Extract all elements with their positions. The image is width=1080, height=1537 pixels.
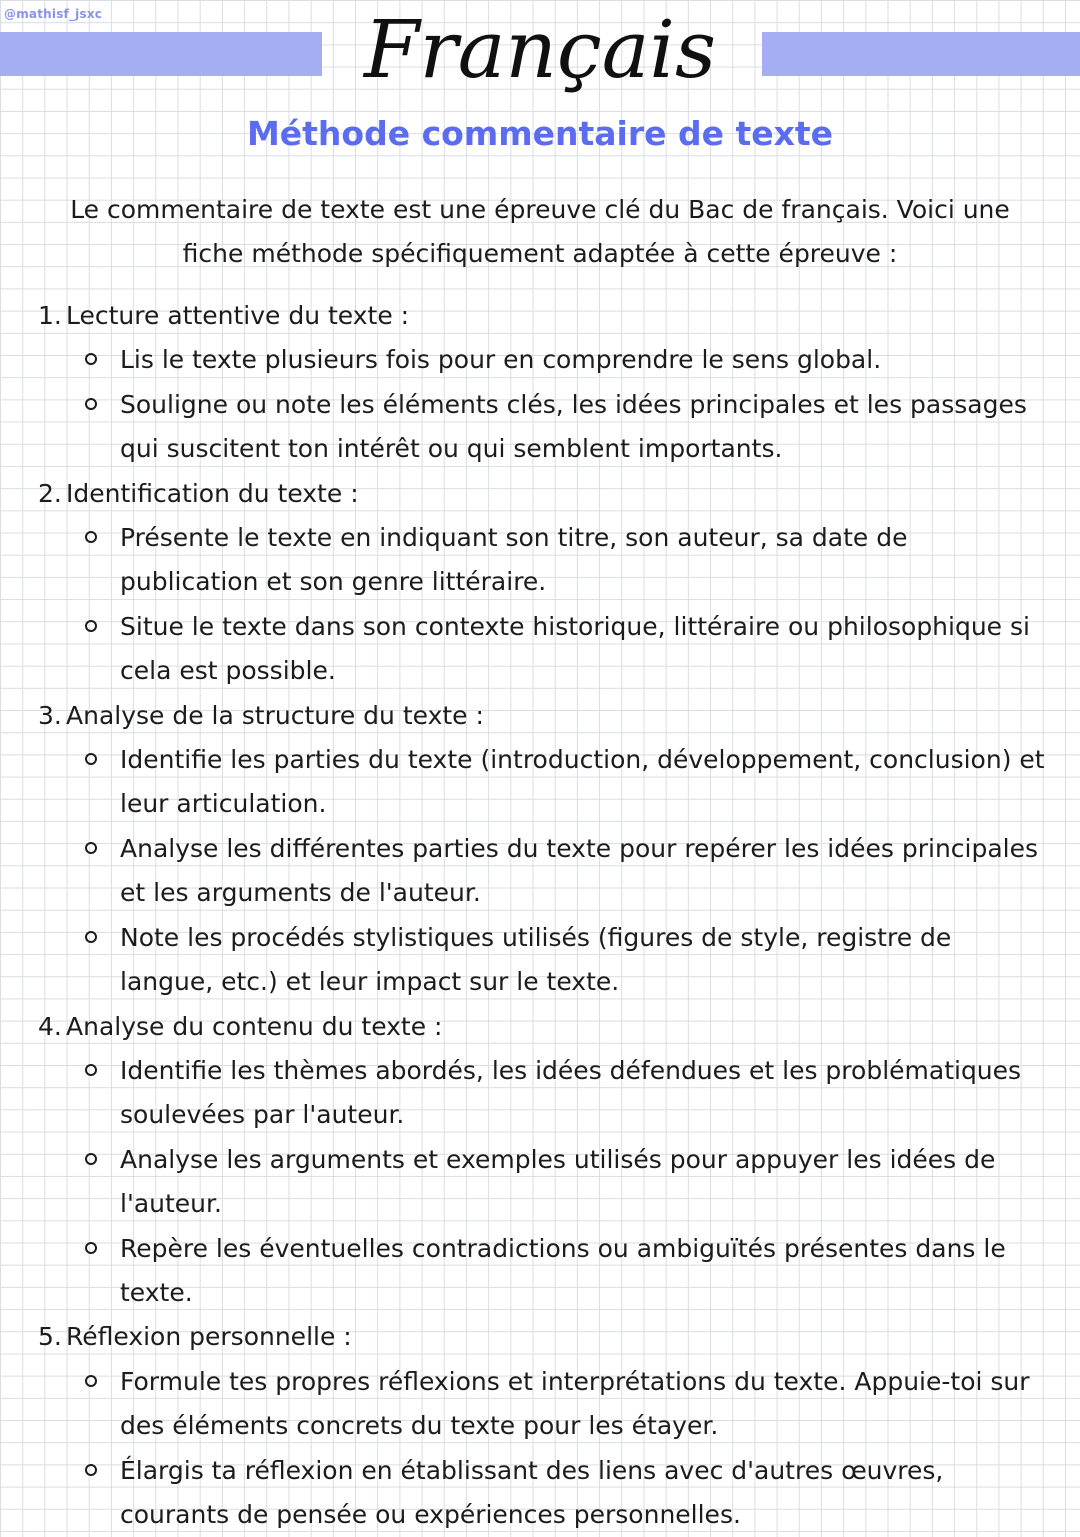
bullet-icon	[85, 1242, 97, 1254]
section-identification	[38, 472, 1048, 694]
section-title	[38, 294, 1048, 338]
bullet-list	[38, 1360, 1048, 1537]
list-item-text: Présente le texte en indiquant son titre, son auteur, sa date de publication et son genre littéraire.	[120, 523, 908, 597]
bullet-list	[38, 738, 1048, 1004]
section-number: 4.	[38, 1011, 62, 1041]
bullet-list	[38, 516, 1048, 694]
header-band-left	[0, 32, 322, 76]
list-item	[120, 1360, 1048, 1449]
section-title-text: Réflexion personnelle :	[66, 1322, 352, 1352]
bullet-icon	[85, 620, 97, 632]
list-item-text: Note les procédés stylistiques utilisés (figures de style, registre de langue, etc.) et leur impact sur le texte.	[120, 922, 952, 997]
list-item	[120, 383, 1048, 472]
list-item	[120, 1138, 1048, 1227]
page-subtitle: Méthode commentaire de texte	[246, 114, 834, 153]
list-item-text: Élargis ta réflexion en établissant des liens avec d'autres œuvres, courants de pensée ou expériences personnelles.	[120, 1455, 944, 1529]
bullet-icon	[85, 398, 97, 410]
section-title-text: Analyse de la structure du texte :	[66, 700, 484, 730]
section-reflection	[38, 1315, 1048, 1537]
bullet-icon	[85, 753, 97, 765]
list-item	[120, 1227, 1048, 1316]
list-item	[120, 827, 1048, 916]
section-title	[38, 694, 1048, 738]
section-number: 5.	[38, 1322, 62, 1352]
list-item-text: Souligne ou note les éléments clés, les idées principales et les passages qui suscitent ton intérêt ou qui semblent importants.	[120, 389, 1027, 464]
page-title: Français	[363, 3, 717, 96]
list-item-text: Formule tes propres réflexions et interprétations du texte. Appuie-toi sur des éléments concrets du texte pour les étayer.	[120, 1366, 1030, 1441]
section-content	[38, 1005, 1048, 1316]
section-title-text: Analyse du contenu du texte :	[66, 1011, 443, 1041]
section-title	[38, 472, 1048, 516]
bullet-icon	[85, 1375, 97, 1387]
header-band-right	[762, 32, 1080, 76]
section-reading	[38, 294, 1048, 472]
list-item	[120, 338, 1048, 382]
list-item	[120, 916, 1048, 1005]
method-sections	[38, 294, 1048, 1537]
section-title	[38, 1315, 1048, 1359]
bullet-list	[38, 338, 1048, 471]
list-item-text: Situe le texte dans son contexte historique, littéraire ou philosophique si cela est possible.	[120, 611, 1030, 686]
list-item-text: Lis le texte plusieurs fois pour en comprendre le sens global.	[120, 345, 882, 375]
section-title	[38, 1005, 1048, 1049]
list-item-text: Analyse les arguments et exemples utilisés pour appuyer les idées de l'auteur.	[120, 1144, 996, 1219]
bullet-icon	[85, 1153, 97, 1165]
bullet-icon	[85, 353, 97, 365]
bullet-list	[38, 1049, 1048, 1315]
list-item-text: Repère les éventuelles contradictions ou ambiguïtés présentes dans le texte.	[120, 1233, 1006, 1307]
list-item-text: Identifie les parties du texte (introduction, développement, conclusion) et leur articulation.	[120, 745, 1045, 819]
section-title-text: Lecture attentive du texte :	[66, 301, 410, 330]
list-item-text: Identifie les thèmes abordés, les idées défendues et les problématiques soulevées par l'auteur.	[120, 1055, 1022, 1130]
bullet-icon	[85, 842, 97, 854]
list-item	[120, 1449, 1048, 1537]
section-structure	[38, 694, 1048, 1005]
bullet-icon	[85, 1464, 97, 1476]
list-item	[120, 516, 1048, 605]
intro-paragraph: Le commentaire de texte est une épreuve clé du Bac de français. Voici une fiche méthode spécifiquement adaptée à cette épreuve :	[70, 195, 1010, 269]
section-title-text: Identification du texte :	[66, 478, 359, 508]
bullet-icon	[85, 1064, 97, 1076]
list-item-text: Analyse les différentes parties du texte pour repérer les idées principales et les arguments de l'auteur.	[120, 833, 1039, 908]
bullet-icon	[85, 531, 97, 543]
list-item	[120, 1049, 1048, 1138]
section-number: 3.	[38, 700, 62, 730]
list-item	[120, 605, 1048, 694]
bullet-icon	[85, 931, 97, 943]
list-item	[120, 738, 1048, 827]
section-number: 1.	[38, 301, 62, 330]
section-number: 2.	[38, 478, 62, 508]
author-handle: @mathisf_jsxc	[4, 7, 103, 21]
